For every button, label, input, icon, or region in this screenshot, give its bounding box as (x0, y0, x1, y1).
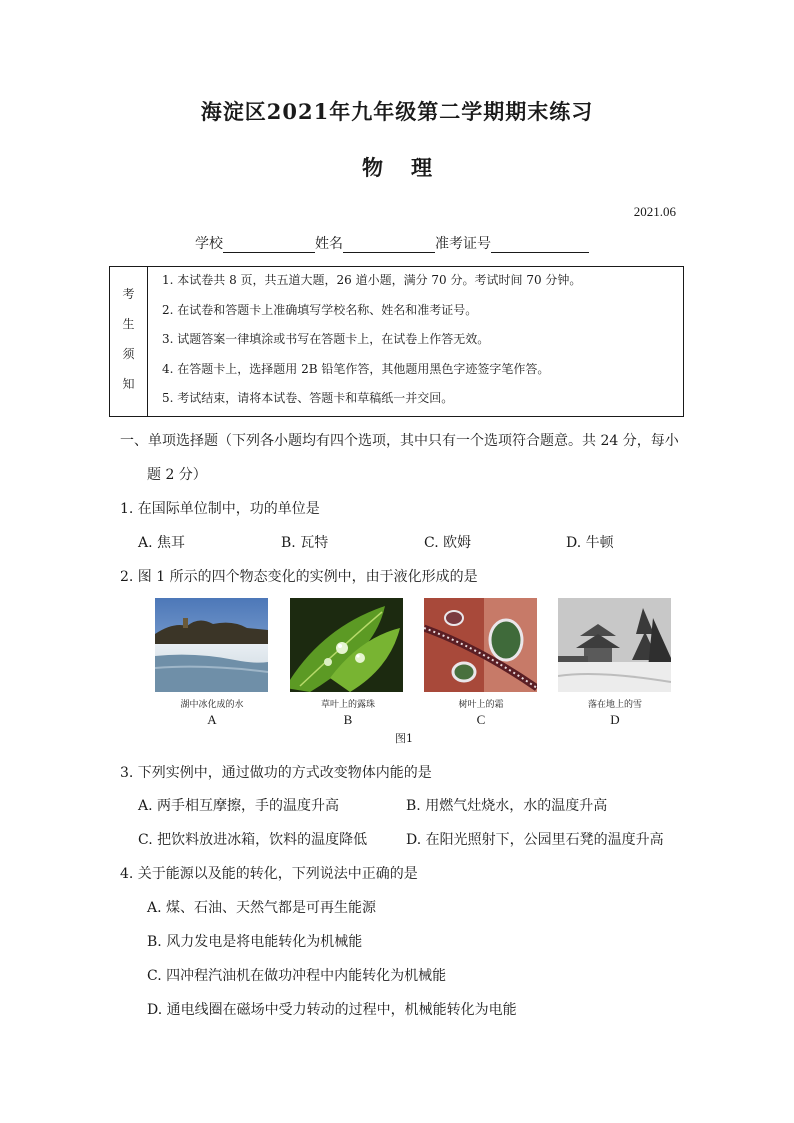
photo-snow-pavilion (558, 598, 671, 692)
question-3-option-b: B. 用燃气灶烧水，水的温度升高 (406, 798, 608, 814)
figure-letter-d: D (610, 712, 620, 727)
exam-id-field[interactable] (491, 238, 589, 253)
school-label: 学校 (195, 236, 223, 252)
figure-caption-c: 树叶上的霜 (458, 700, 504, 710)
figure-label: 图1 (395, 732, 413, 745)
notice-side-char: 知 (122, 377, 135, 391)
notice-item: 2. 在试卷和答题卡上准确填写学校名称、姓名和准考证号。 (162, 303, 478, 317)
subject-title (0, 152, 794, 182)
question-4-option-a: A. 煤、石油、天然气都是可再生能源 (147, 900, 377, 916)
page-title: 海淀区2021年九年级第二学期期末练习 (200, 99, 594, 124)
question-1-option-d: D. 牛顿 (566, 535, 614, 551)
question-1-option-b: B. 瓦特 (281, 535, 329, 551)
figure-letter-b: B (343, 712, 353, 727)
notice-side-label (110, 267, 148, 416)
figure-caption-d: 落在地上的雪 (587, 700, 642, 710)
question-1-stem: 1. 在国际单位制中，功的单位是 (120, 501, 320, 517)
notice-side-char: 须 (122, 347, 135, 361)
question-3-option-d: D. 在阳光照射下，公园里石凳的温度升高 (406, 832, 664, 848)
school-field[interactable] (223, 238, 315, 253)
question-3-option-a: A. 两手相互摩擦，手的温度升高 (138, 798, 340, 814)
photo-dew-leaf (290, 598, 403, 692)
name-label: 姓名 (315, 236, 343, 252)
figure-caption-a: 湖中冰化成的水 (180, 700, 244, 710)
photo-frost-leaf (424, 598, 537, 692)
question-3-stem: 3. 下列实例中，通过做功的方式改变物体内能的是 (120, 765, 432, 781)
notice-side-char: 生 (122, 317, 135, 331)
figure-caption-b: 草叶上的露珠 (320, 700, 375, 710)
question-4-option-c: C. 四冲程汽油机在做功冲程中内能转化为机械能 (147, 968, 447, 984)
subject-char-1: 物 (362, 155, 383, 180)
question-4-option-d: D. 通电线圈在磁场中受力转动的过程中，机械能转化为电能 (147, 1002, 517, 1018)
notice-item: 5. 考试结束，请将本试卷、答题卡和草稿纸一并交回。 (162, 391, 454, 405)
notice-item: 4. 在答题卡上，选择题用 2B 铅笔作答，其他题用黑色字迹签字笔作答。 (162, 362, 550, 376)
notice-side-char: 考 (122, 287, 135, 301)
section-heading: 一、单项选择题（下列各小题均有四个选项，其中只有一个选项符合题意。共 24 分，每小 (120, 433, 679, 449)
question-3-option-c: C. 把饮料放进冰箱，饮料的温度降低 (138, 832, 368, 848)
photo-lake-ice (155, 598, 268, 692)
exam-date: 2021.06 (633, 204, 676, 219)
question-4-stem: 4. 关于能源以及能的转化，下列说法中正确的是 (120, 866, 418, 882)
question-1-option-a: A. 焦耳 (138, 535, 186, 551)
section-heading-cont: 题 2 分） (147, 467, 207, 483)
notice-item: 1. 本试卷共 8 页，共五道大题，26 道小题，满分 70 分。考试时间 70 分钟。 (162, 273, 582, 287)
question-2-stem: 2. 图 1 所示的四个物态变化的实例中，由于液化形成的是 (120, 569, 478, 585)
question-1-option-c: C. 欧姆 (424, 535, 472, 551)
notice-box (109, 266, 684, 417)
subject-char-2: 理 (411, 155, 432, 180)
figure-letter-a: A (207, 712, 217, 727)
exam-id-label: 准考证号 (435, 236, 491, 252)
notice-item: 3. 试题答案一律填涂或书写在答题卡上，在试卷上作答无效。 (162, 332, 490, 346)
question-4-option-b: B. 风力发电是将电能转化为机械能 (147, 934, 363, 950)
name-field[interactable] (343, 238, 435, 253)
student-info-line (195, 233, 589, 253)
figure-letter-c: C (476, 712, 486, 727)
